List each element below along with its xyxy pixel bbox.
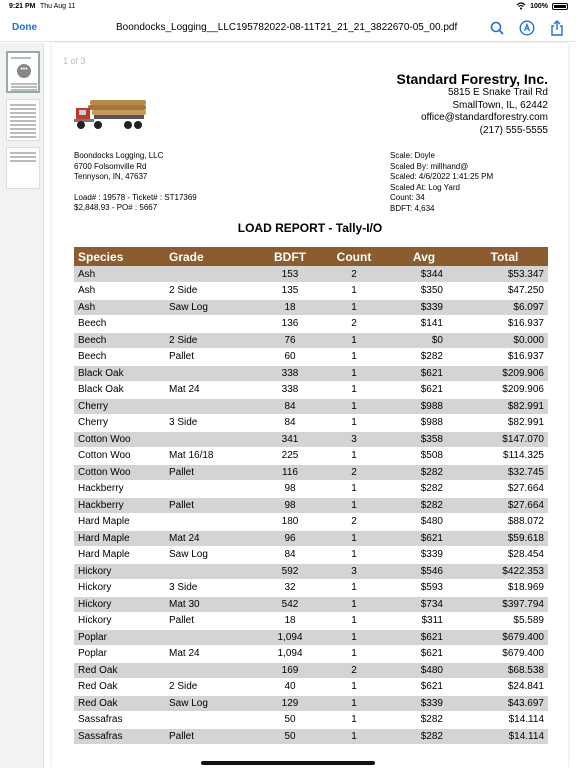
cell-grade (165, 431, 259, 448)
cell-species: Beech (74, 332, 165, 349)
cell-species: Hard Maple (74, 547, 165, 564)
cell-grade (165, 662, 259, 679)
cell-avg: $282 (387, 464, 461, 481)
cell-species: Hard Maple (74, 530, 165, 547)
table-row (74, 299, 548, 316)
table-row (74, 332, 548, 349)
cell-grade: Pallet (165, 349, 259, 366)
tally-body (74, 266, 548, 745)
cell-grade (165, 365, 259, 382)
scaled-by: Scaled By: millhand@ (390, 161, 469, 171)
cell-total: $422.353 (461, 563, 548, 580)
cell-bdft: 135 (259, 283, 321, 300)
customer-city: Tennyson, IN, 47637 (74, 172, 148, 181)
cell-bdft: 32 (259, 580, 321, 597)
cell-grade (165, 514, 259, 531)
cell-bdft: 153 (259, 266, 321, 283)
table-row (74, 662, 548, 679)
cell-total: $0.000 (461, 332, 548, 349)
cell-count: 1 (321, 679, 387, 696)
cell-grade: Saw Log (165, 299, 259, 316)
cell-bdft: 542 (259, 596, 321, 613)
table-row (74, 712, 548, 729)
cell-count: 1 (321, 530, 387, 547)
cell-bdft: 96 (259, 530, 321, 547)
cell-bdft: 129 (259, 695, 321, 712)
cell-total: $679.400 (461, 629, 548, 646)
cell-avg: $988 (387, 415, 461, 432)
table-row (74, 349, 548, 366)
table-header-row (74, 247, 548, 266)
cell-grade: Pallet (165, 613, 259, 630)
cell-grade: Mat 30 (165, 596, 259, 613)
cell-grade (165, 712, 259, 729)
cell-grade: Mat 24 (165, 382, 259, 399)
cell-total: $14.114 (461, 712, 548, 729)
table-row (74, 530, 548, 547)
cell-count: 1 (321, 382, 387, 399)
cell-avg: $339 (387, 695, 461, 712)
cell-total: $5.589 (461, 613, 548, 630)
cell-bdft: 50 (259, 712, 321, 729)
cell-total: $82.991 (461, 415, 548, 432)
cell-species: Ash (74, 283, 165, 300)
cell-bdft: 225 (259, 448, 321, 465)
cell-count: 1 (321, 349, 387, 366)
page-indicator: 1 of 3 (63, 56, 86, 66)
cell-species: Red Oak (74, 695, 165, 712)
cell-avg: $621 (387, 382, 461, 399)
cell-grade: Pallet (165, 464, 259, 481)
cell-grade: 2 Side (165, 679, 259, 696)
cell-avg: $282 (387, 481, 461, 498)
cell-avg: $480 (387, 514, 461, 531)
table-row (74, 629, 548, 646)
cell-species: Cherry (74, 398, 165, 415)
cell-bdft: 136 (259, 316, 321, 333)
cell-species: Hickory (74, 563, 165, 580)
cell-avg: $282 (387, 349, 461, 366)
table-row (74, 514, 548, 531)
cell-total: $209.906 (461, 365, 548, 382)
cell-avg: $282 (387, 728, 461, 745)
col-total: Total (461, 247, 548, 266)
cell-species: Red Oak (74, 662, 165, 679)
cell-count: 1 (321, 646, 387, 663)
cell-avg: $282 (387, 712, 461, 729)
cell-species: Cotton Woo (74, 448, 165, 465)
cell-avg: $734 (387, 596, 461, 613)
cell-count: 3 (321, 563, 387, 580)
cell-bdft: 338 (259, 382, 321, 399)
cell-count: 1 (321, 365, 387, 382)
home-indicator[interactable] (201, 761, 375, 765)
table-row (74, 596, 548, 613)
cell-count: 2 (321, 464, 387, 481)
scaled-at: Scaled At: Log Yard (390, 182, 460, 192)
table-row (74, 398, 548, 415)
cell-bdft: 76 (259, 332, 321, 349)
company-phone[interactable]: (217) 555-5555 (479, 124, 548, 136)
cell-total: $114.325 (461, 448, 548, 465)
cell-total: $27.664 (461, 497, 548, 514)
cell-avg: $621 (387, 646, 461, 663)
cell-total: $14.114 (461, 728, 548, 745)
cell-total: $18.969 (461, 580, 548, 597)
cell-total: $16.937 (461, 316, 548, 333)
company-header (397, 71, 548, 137)
table-row (74, 464, 548, 481)
cell-avg: $339 (387, 547, 461, 564)
customer-address: 6700 Folsomville Rd (74, 161, 147, 171)
cell-grade (165, 398, 259, 415)
cell-bdft: 338 (259, 365, 321, 382)
table-row (74, 547, 548, 564)
cell-avg: $621 (387, 679, 461, 696)
cell-species: Hickory (74, 580, 165, 597)
thumbnail-sidebar (0, 43, 44, 768)
cell-bdft: 60 (259, 349, 321, 366)
cell-count: 2 (321, 514, 387, 531)
cell-total: $679.400 (461, 646, 548, 663)
cell-avg: $480 (387, 662, 461, 679)
cell-count: 1 (321, 596, 387, 613)
cell-total: $209.906 (461, 382, 548, 399)
cell-total: $68.538 (461, 662, 548, 679)
load-ticket: Load# : 19578 - Ticket# : ST17369 (74, 192, 197, 202)
cell-bdft: 98 (259, 497, 321, 514)
cell-count: 2 (321, 316, 387, 333)
cell-total: $147.070 (461, 431, 548, 448)
cell-species: Cotton Woo (74, 431, 165, 448)
cell-count: 1 (321, 712, 387, 729)
cell-bdft: 341 (259, 431, 321, 448)
table-row (74, 613, 548, 630)
table-row (74, 728, 548, 745)
cell-avg: $339 (387, 299, 461, 316)
cell-count: 1 (321, 299, 387, 316)
cell-bdft: 1,094 (259, 629, 321, 646)
cell-bdft: 98 (259, 481, 321, 498)
table-row (74, 497, 548, 514)
nav-actions (488, 19, 566, 37)
table-row (74, 481, 548, 498)
cell-grade: 2 Side (165, 283, 259, 300)
table-row (74, 580, 548, 597)
cell-species: Hackberry (74, 481, 165, 498)
cell-grade (165, 629, 259, 646)
cell-grade: Saw Log (165, 547, 259, 564)
cell-count: 1 (321, 481, 387, 498)
cell-count: 2 (321, 266, 387, 283)
cell-count: 1 (321, 332, 387, 349)
cell-total: $53.347 (461, 266, 548, 283)
cell-count: 1 (321, 415, 387, 432)
cell-species: Red Oak (74, 679, 165, 696)
cell-total: $82.991 (461, 398, 548, 415)
cell-count: 1 (321, 613, 387, 630)
table-row (74, 679, 548, 696)
table-row (74, 365, 548, 382)
cell-grade (165, 481, 259, 498)
cell-grade (165, 563, 259, 580)
cell-avg: $593 (387, 580, 461, 597)
cell-grade: 3 Side (165, 580, 259, 597)
cell-species: Hickory (74, 613, 165, 630)
share-icon[interactable] (548, 19, 566, 37)
cell-count: 1 (321, 547, 387, 564)
col-bdft: BDFT (259, 247, 321, 266)
document-title: Boondocks_Logging__LLC195782022-08-11T21_21_21_3822670-05_00.pdf (116, 22, 458, 33)
cell-grade (165, 316, 259, 333)
cell-species: Poplar (74, 629, 165, 646)
cell-species: Cherry (74, 415, 165, 432)
more-options-icon[interactable]: ••• (17, 64, 31, 78)
cell-avg: $621 (387, 530, 461, 547)
report-title: LOAD REPORT - Tally-I/O (237, 221, 383, 235)
table-row (74, 266, 548, 283)
wifi-icon (516, 2, 526, 10)
cell-grade: Mat 24 (165, 530, 259, 547)
scale-type: Scale: Doyle (390, 151, 435, 160)
cell-count: 1 (321, 629, 387, 646)
cell-species: Black Oak (74, 365, 165, 382)
nav-bar (0, 14, 576, 42)
scaled-date: Scaled: 4/6/2022 1:41:25 PM (390, 172, 494, 181)
cell-grade: 2 Side (165, 332, 259, 349)
battery-percent: 100% (530, 2, 548, 10)
cell-grade: Mat 16/18 (165, 448, 259, 465)
cell-species: Beech (74, 316, 165, 333)
cell-bdft: 84 (259, 398, 321, 415)
table-row (74, 431, 548, 448)
cell-species: Hard Maple (74, 514, 165, 531)
cell-total: $47.250 (461, 283, 548, 300)
scale-count: Count: 34 (390, 193, 425, 202)
cell-total: $59.618 (461, 530, 548, 547)
cell-avg: $344 (387, 266, 461, 283)
status-right (516, 2, 568, 10)
scale-bdft: BDFT: 4,634 (390, 203, 435, 213)
cell-avg: $0 (387, 332, 461, 349)
cell-avg: $141 (387, 316, 461, 333)
cell-avg: $358 (387, 431, 461, 448)
tally-table (74, 247, 548, 745)
cell-count: 1 (321, 728, 387, 745)
cell-count: 1 (321, 398, 387, 415)
col-count: Count (321, 247, 387, 266)
col-grade: Grade (165, 247, 259, 266)
cell-avg: $621 (387, 365, 461, 382)
cell-avg: $282 (387, 497, 461, 514)
table-row (74, 316, 548, 333)
cell-total: $28.454 (461, 547, 548, 564)
cell-species: Sassafras (74, 712, 165, 729)
cell-bdft: 592 (259, 563, 321, 580)
cell-grade: Pallet (165, 728, 259, 745)
cell-bdft: 84 (259, 415, 321, 432)
search-icon[interactable] (488, 19, 506, 37)
cell-bdft: 116 (259, 464, 321, 481)
cell-bdft: 50 (259, 728, 321, 745)
logging-truck-icon (72, 94, 156, 134)
cell-count: 3 (321, 431, 387, 448)
load-amount-po: $2,848.93 - PO# : 5667 (74, 203, 158, 212)
cell-count: 1 (321, 448, 387, 465)
table-row (74, 695, 548, 712)
table-row (74, 448, 548, 465)
cell-avg: $621 (387, 629, 461, 646)
status-date: Thu Aug 11 (40, 3, 76, 10)
cell-total: $27.664 (461, 481, 548, 498)
page-thumbnail-1[interactable] (6, 51, 40, 93)
status-bar (0, 0, 576, 14)
cell-total: $32.745 (461, 464, 548, 481)
cell-total: $16.937 (461, 349, 548, 366)
customer-name: Boondocks Logging, LLC (74, 151, 164, 160)
status-time: 9:21 PM (9, 3, 36, 10)
cell-bdft: 169 (259, 662, 321, 679)
cell-count: 1 (321, 497, 387, 514)
cell-species: Ash (74, 299, 165, 316)
pdf-page (52, 43, 568, 768)
cell-bdft: 84 (259, 547, 321, 564)
cell-bdft: 180 (259, 514, 321, 531)
cell-total: $397.794 (461, 596, 548, 613)
col-avg: Avg (387, 247, 461, 266)
cell-grade (165, 266, 259, 283)
scale-info (390, 151, 493, 214)
done-button[interactable]: Done (12, 22, 37, 33)
table-row (74, 382, 548, 399)
table-row (74, 563, 548, 580)
table-row (74, 646, 548, 663)
cell-avg: $350 (387, 283, 461, 300)
page-thumbnail-3[interactable] (6, 147, 40, 189)
cell-species: Ash (74, 266, 165, 283)
cell-grade: 3 Side (165, 415, 259, 432)
cell-total: $43.697 (461, 695, 548, 712)
cell-count: 1 (321, 283, 387, 300)
cell-total: $24.841 (461, 679, 548, 696)
cell-avg: $311 (387, 613, 461, 630)
cell-avg: $988 (387, 398, 461, 415)
cell-species: Hickory (74, 596, 165, 613)
cell-avg: $546 (387, 563, 461, 580)
cell-species: Poplar (74, 646, 165, 663)
col-species: Species (74, 247, 165, 266)
cell-bdft: 1,094 (259, 646, 321, 663)
company-name: Standard Forestry, Inc. (396, 71, 548, 87)
cell-grade: Saw Log (165, 695, 259, 712)
table-row (74, 415, 548, 432)
cell-bdft: 18 (259, 613, 321, 630)
cell-count: 1 (321, 580, 387, 597)
cell-species: Black Oak (74, 382, 165, 399)
cell-avg: $508 (387, 448, 461, 465)
company-email[interactable]: office@standardforestry.com (420, 112, 548, 123)
cell-species: Sassafras (74, 728, 165, 745)
battery-icon (552, 3, 568, 10)
cell-count: 2 (321, 662, 387, 679)
customer-info (74, 151, 197, 214)
page-thumbnail-2[interactable] (6, 99, 40, 141)
cell-species: Cotton Woo (74, 464, 165, 481)
company-address: 5815 E Snake Trail Rd (447, 87, 548, 98)
company-city: SmallTown, IL, 62442 (452, 99, 548, 111)
cell-count: 1 (321, 695, 387, 712)
table-row (74, 283, 548, 300)
cell-grade: Pallet (165, 497, 259, 514)
cell-total: $88.072 (461, 514, 548, 531)
cell-grade: Mat 24 (165, 646, 259, 663)
cell-bdft: 40 (259, 679, 321, 696)
cell-species: Beech (74, 349, 165, 366)
cell-total: $6.097 (461, 299, 548, 316)
cell-species: Hackberry (74, 497, 165, 514)
cell-bdft: 18 (259, 299, 321, 316)
markup-icon[interactable] (518, 19, 536, 37)
